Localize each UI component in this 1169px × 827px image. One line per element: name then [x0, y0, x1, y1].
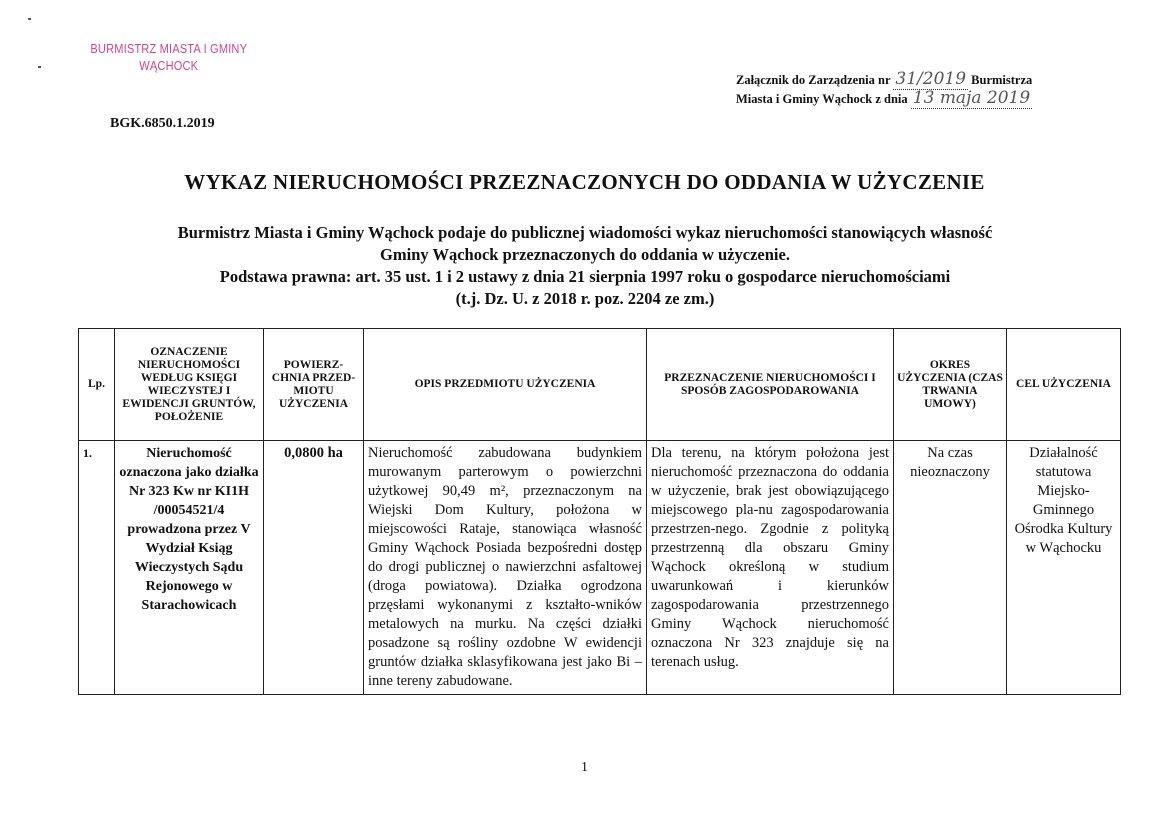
- table-header-row: [79, 329, 1121, 441]
- cell-description: Nieruchomość zabudowana budynkiem murowanym parterowym o powierzchni użytkowej 90,49 m², przeznaczonym na Wiejski Dom Kultury, położona w miejscowości Rataje, stanowiąca własność Gminy Wąchock Posiada bezpośredni dostęp do drogi publicznej o nawierzchni asfaltowej (droga powiatowa). Działka ogrodzona przęsłami wykonanymi z kształto-wników metalowych na murku. Na części działki posadzone są rośliny ozdobne W ewidencji gruntów działka sklasyfikowana jest jako Bi – inne tereny zabudowane.: [364, 441, 647, 695]
- header-period: OKRES UŻYCZENIA (CZAS TRWANIA UMOWY): [894, 329, 1007, 441]
- header-designation: OZNACZENIE NIERUCHOMOŚCI WEDŁUG KSIĘGI WIECZYSTEJ I EWIDENCJI GRUNTÓW, POŁOŻENIE: [115, 329, 264, 441]
- table-row: [79, 441, 1121, 695]
- intro-paragraph: [95, 222, 1075, 310]
- cell-purpose: Dla terenu, na którym położona jest nieruchomość przeznaczona do oddania w użyczenie, brak jest obowiązującego miejscowego pla-nu zagospodarowania przestrzen-nego. Zgodnie z polityką przestrzenną dla obszaru Gminy Wąchock określoną w studium uwarunkowań i kierunków zagospodarowania przestrzennego Gminy Wąchock nieruchomość oznaczona Nr 323 znajduje się na terenach usług.: [647, 441, 894, 695]
- cell-goal: Działalność statutowa Miejsko-Gminnego Ośrodka Kultury w Wąchocku: [1007, 441, 1121, 695]
- header-purpose: PRZEZNACZENIE NIERUCHOMOŚCI I SPOSÓB ZAGOSPODAROWANIA: [647, 329, 894, 441]
- office-stamp: [88, 40, 250, 74]
- annex-label: Załącznik do Zarządzenia nr: [736, 73, 891, 87]
- annex-line-2: [736, 89, 1032, 108]
- stamp-line: BURMISTRZ MIASTA I GMINY: [90, 41, 248, 56]
- cell-designation: Nieruchomość oznaczona jako działka Nr 323 Kw nr KI1H /00054521/4 prowadzona przez V Wydział Ksiąg Wieczystych Sądu Rejonowego w Starachowicach: [115, 441, 264, 695]
- reference-number: BGK.6850.1.2019: [110, 116, 215, 131]
- cell-period: Na czas nieoznaczony: [894, 441, 1007, 695]
- header-lp: Lp.: [79, 329, 115, 441]
- cell-lp: 1.: [79, 441, 115, 695]
- stamp-line: WĄCHOCK: [139, 58, 199, 73]
- annex-header: [736, 70, 1032, 108]
- page-number: 1: [581, 760, 588, 775]
- header-goal: CEL UŻYCZENIA: [1007, 329, 1121, 441]
- document-title: WYKAZ NIERUCHOMOŚCI PRZEZNACZONYCH DO ODDANIA W UŻYCZENIE: [184, 170, 985, 194]
- handwritten-number: 31/2019: [895, 69, 967, 89]
- intro-line: (t.j. Dz. U. z 2018 r. poz. 2204 ze zm.): [455, 289, 715, 308]
- annex-label: Burmistrza: [971, 73, 1033, 87]
- scan-speck: [28, 18, 31, 20]
- intro-line: Podstawa prawna: art. 35 ust. 1 i 2 ustawy z dnia 21 sierpnia 1997 roku o gospodarce nieruchomościami: [219, 267, 951, 286]
- property-table: [78, 328, 1121, 695]
- intro-line: Gminy Wąchock przeznaczonych do oddania w użyczenie.: [380, 245, 790, 264]
- annex-line-1: [736, 70, 1032, 89]
- header-area: POWIERZ-CHNIA PRZED-MIOTU UŻYCZENIA: [264, 329, 364, 441]
- scan-speck: [38, 66, 41, 68]
- header-description: OPIS PRZEDMIOTU UŻYCZENIA: [364, 329, 647, 441]
- intro-line: Burmistrz Miasta i Gminy Wąchock podaje do publicznej wiadomości wykaz nieruchomości stanowiących własność: [177, 223, 993, 242]
- cell-area: 0,0800 ha: [264, 441, 364, 695]
- handwritten-date: 13 maja 2019: [912, 88, 1031, 108]
- annex-label: Miasta i Gminy Wąchock z dnia: [736, 92, 908, 106]
